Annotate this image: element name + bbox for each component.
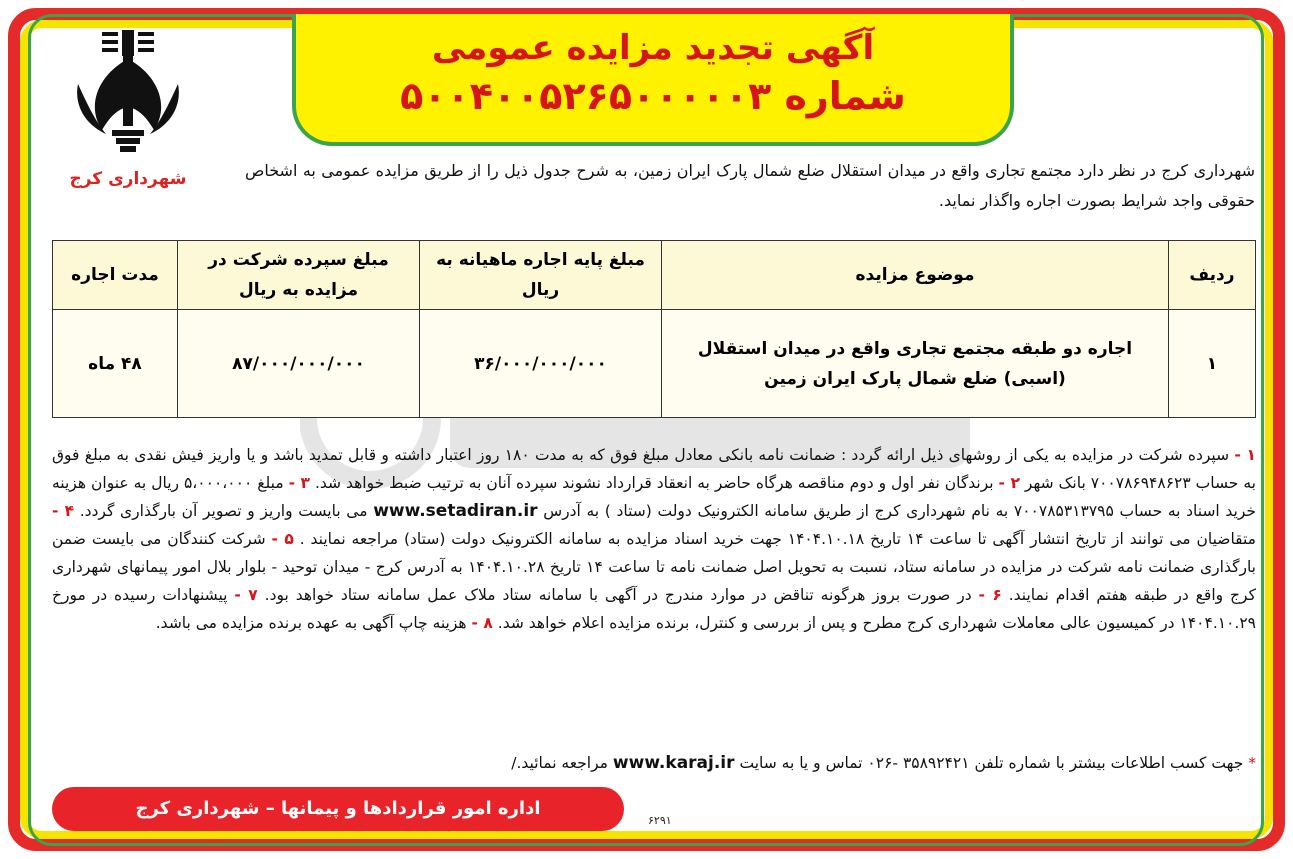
condition-6: در صورت بروز هرگونه تناقض در موارد مندرج در آگهی با سامانه ستاد ملاک عمل سامانه ستاد خواهد بود.	[264, 586, 972, 604]
condition-8-number: ۸ -	[471, 614, 493, 632]
header-subject: موضوع مزایده	[662, 241, 1169, 310]
ad-code: ۶۲۹۱	[648, 814, 672, 827]
header-row-number: ردیف	[1169, 241, 1256, 310]
condition-3-number: ۳ -	[288, 474, 310, 492]
cell-deposit: ۸۷/۰۰۰/۰۰۰/۰۰۰	[178, 310, 420, 418]
condition-1: سپرده شرکت در مزایده به یکی از روشهای ذیل ارائه گردد : ضمانت نامه بانکی معادل مبلغ فوق که به مدت ۱۸۰ روز اعتبار داشته و قابل تمدید باشد و یا واریز فیش نقدی به مبلغ فوق به حساب ۷۰۰۷۸۶۹۴۸۶۲۳ بانک شهر	[52, 446, 1256, 492]
footer-banner: اداره امور قراردادها و پیمانها – شهرداری کرج	[52, 787, 624, 831]
header-base-price: مبلغ پایه اجاره ماهیانه به ریال	[420, 241, 662, 310]
intro-paragraph: شهرداری کرج در نظر دارد مجتمع تجاری واقع در میدان استقلال ضلع شمال پارک ایران زمین، به شرح جدول ذیل را از طریق مزایده عمومی به اشخاص حقوقی واجد شرایط بصورت اجاره واگذار نماید.	[245, 161, 1255, 210]
karaj-link[interactable]: www.karaj.ir	[612, 753, 735, 773]
header-deposit: مبلغ سپرده شرکت در مزایده به ریال	[178, 241, 420, 310]
setadiran-link[interactable]: www.setadiran.ir	[373, 501, 538, 521]
cell-base-price: ۳۶/۰۰۰/۰۰۰/۰۰۰	[420, 310, 662, 418]
title-banner	[292, 14, 1014, 146]
conditions-text	[52, 441, 1256, 637]
auction-table	[52, 240, 1256, 418]
condition-5: شرکت کنندگان می بایست ضمن بارگذاری ضمانت نامه شرکت در مزایده در سامانه ستاد، نسبت به تحویل اصل ضمانت نامه تا ساعت ۱۴ تاریخ ۱۴۰۴.۱۰.۲۸ به آدرس کرج - میدان توحید - بلوار بلال امور پیمانهای شهرداری کرج واقع در طبقه هفتم اقدام نمایند.	[52, 530, 1256, 604]
condition-4: متقاضیان می توانند از تاریخ انتشار آگهی تا ساعت ۱۴ تاریخ ۱۴۰۴.۱۰.۱۸ جهت خرید اسناد مزایده به سامانه الکترونیک دولت (ستاد) مراجعه نمایند .	[299, 530, 1256, 548]
table-header-row	[53, 241, 1256, 310]
contact-text-a: جهت کسب اطلاعات بیشتر با شماره تلفن ۳۵۸۹۲۴۲۱ -۰۲۶ تماس و یا به سایت	[739, 754, 1244, 772]
condition-4-number: ۴ -	[52, 502, 75, 520]
emblem-icon	[68, 26, 188, 161]
condition-1-number: ۱ -	[1234, 446, 1256, 464]
condition-7: پیشنهادات رسیده در مورخ ۱۴۰۴.۱۰.۲۹ در کمیسیون عالی معاملات شهرداری کرج مطرح و پس از بررسی و کنترل، برنده مزایده اعلام خواهد شد.	[52, 586, 1256, 632]
condition-2-number: ۲ -	[998, 474, 1020, 492]
table-row	[53, 310, 1256, 418]
notice-number: شماره ۵۰۰۴۰۰۵۲۶۵۰۰۰۰۰۳	[400, 74, 906, 118]
condition-8: هزینه چاپ آگهی به عهده برنده مزایده می باشد.	[155, 614, 467, 632]
logo-caption: شهرداری کرج	[69, 169, 187, 189]
condition-5-number: ۵ -	[271, 530, 294, 548]
contact-line	[52, 749, 1256, 777]
condition-6-number: ۶ -	[978, 586, 1002, 604]
condition-7-number: ۷ -	[234, 586, 258, 604]
karaj-municipality-logo	[62, 26, 194, 194]
condition-3b: می بایست واریز و تصویر آن بارگذاری گردد.	[79, 502, 368, 520]
notice-title: آگهی تجدید مزایده عمومی	[431, 28, 875, 68]
cell-duration: ۴۸ ماه	[53, 310, 178, 418]
condition-2: برندگان نفر اول و دوم مناقصه هرگاه حاضر به انعقاد قرارداد نشوند سپرده آنان به ترتیب ضبط خواهد شد.	[314, 474, 994, 492]
star-icon: *	[1248, 754, 1256, 772]
condition-3a: مبلغ ۵،۰۰۰،۰۰۰ ریال به عنوان هزینه خرید اسناد به حساب ۷۰۰۷۸۵۳۱۳۷۹۵ به نام شهرداری کرج از طریق سامانه الکترونیک دولت (ستاد ) به آدرس	[52, 474, 1256, 520]
contact-text-b: مراجعه نمائید./	[511, 754, 608, 772]
cell-row-number: ۱	[1169, 310, 1256, 418]
header-duration: مدت اجاره	[53, 241, 178, 310]
cell-subject: اجاره دو طبقه مجتمع تجاری واقع در میدان استقلال (اسبی) ضلع شمال پارک ایران زمین	[662, 310, 1169, 418]
